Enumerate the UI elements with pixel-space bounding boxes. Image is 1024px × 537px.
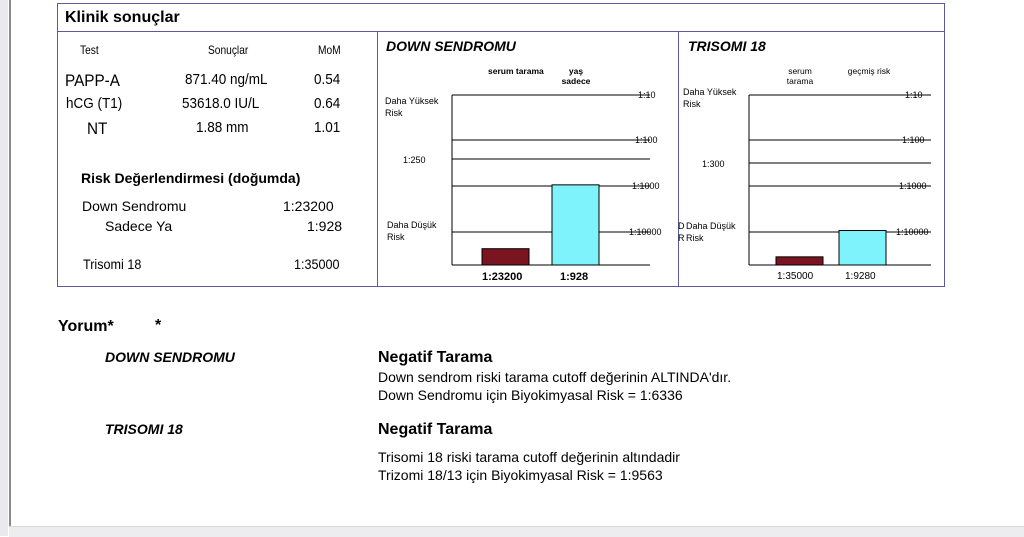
tick-label: 1:10000 [629,227,662,237]
chart-category-label: yaş sadece [561,66,591,86]
panel-title: Klinik sonuçlar [65,9,180,26]
comment-item-line: Down Sendromu için Biyokimyasal Risk = 1:6336 [378,387,683,403]
chart-category-label: serum tarama [488,66,544,76]
bar-value-label: 1:928 [560,271,589,283]
chart-title: TRISOMI 18 [688,38,766,54]
test-mom: 0.64 [314,95,341,112]
bar-value-label: 1:23200 [482,271,523,283]
left-border [9,0,11,536]
test-mom: 0.54 [314,71,341,88]
cutoff-label: 1:300 [702,159,725,169]
comment-item-result: Negatif Tarama [378,421,493,438]
bar-prior-risk [839,231,886,265]
bar-value-label: 1:35000 [777,271,814,282]
tick-label: 1:100 [902,135,925,145]
tick-label: 1:1000 [632,181,660,191]
chart-title: DOWN SENDROMU [386,38,516,54]
risk-value: 1:928 [307,218,343,234]
tick-label: 1:100 [635,135,658,145]
comment-asterisk: * [155,317,162,334]
bottom-border [9,526,1024,537]
higher-risk-label: Daha Yüksek Risk [683,87,737,109]
test-name: PAPP-A [65,71,120,90]
col-header-result: Sonuçlar [208,43,249,57]
lower-risk-label: Daha Düşük Risk [387,220,437,242]
chart-category-label: serum tarama [786,66,814,86]
comment-item-label: TRISOMI 18 [105,421,183,437]
comment-item-line: Down sendrom riski tarama cutoff değerinin ALTINDA'dır. [378,369,732,385]
bar-serum-screening [482,249,529,265]
test-name: NT [87,119,108,138]
test-result: 871.40 ng/mL [185,71,268,88]
risk-value: 1:35000 [294,256,340,272]
risk-assessment-title: Risk Değerlendirmesi (doğumda) [81,170,301,186]
col-header-mom: MoM [318,43,341,57]
comment-item-line: Trisomi 18 riski tarama cutoff değerinin altındadir [378,449,680,465]
test-result: 53618.0 IU/L [182,95,260,112]
panel-title-divider [58,31,944,32]
higher-risk-label: Daha Yüksek Risk [385,96,439,118]
lower-risk-label: Daha Düşük Risk [686,221,736,243]
risk-label: Down Sendromu [82,198,187,214]
tick-label: 1:10000 [896,227,929,237]
comment-item-label: DOWN SENDROMU [105,349,235,365]
bar-age-only [552,185,599,265]
risk-label: Sadece Ya [105,218,173,234]
comment-item-result: Negatif Tarama [378,349,493,366]
left-margin [0,0,8,536]
comment-heading: Yorum* [58,318,114,335]
down-syndrome-chart [378,55,678,287]
col-header-test: Test [80,43,99,57]
risk-value: 1:23200 [283,198,334,214]
test-mom: 1.01 [314,119,341,136]
tick-label: 1:10 [905,90,923,100]
bar-value-label: 1:9280 [845,271,876,282]
tick-label: 1:10 [638,90,656,100]
lower-risk-prefix: D R [678,221,685,243]
chart-category-label: geçmiş risk [847,66,891,76]
cutoff-label: 1:250 [403,155,426,165]
tick-label: 1:1000 [899,181,927,191]
bar-serum-screening [776,257,823,265]
test-name: hCG (T1) [66,95,123,112]
comment-item-line: Trizomi 18/13 için Biyokimyasal Risk = 1:9563 [378,467,663,483]
risk-label: Trisomi 18 [83,256,142,272]
test-result: 1.88 mm [196,119,249,136]
